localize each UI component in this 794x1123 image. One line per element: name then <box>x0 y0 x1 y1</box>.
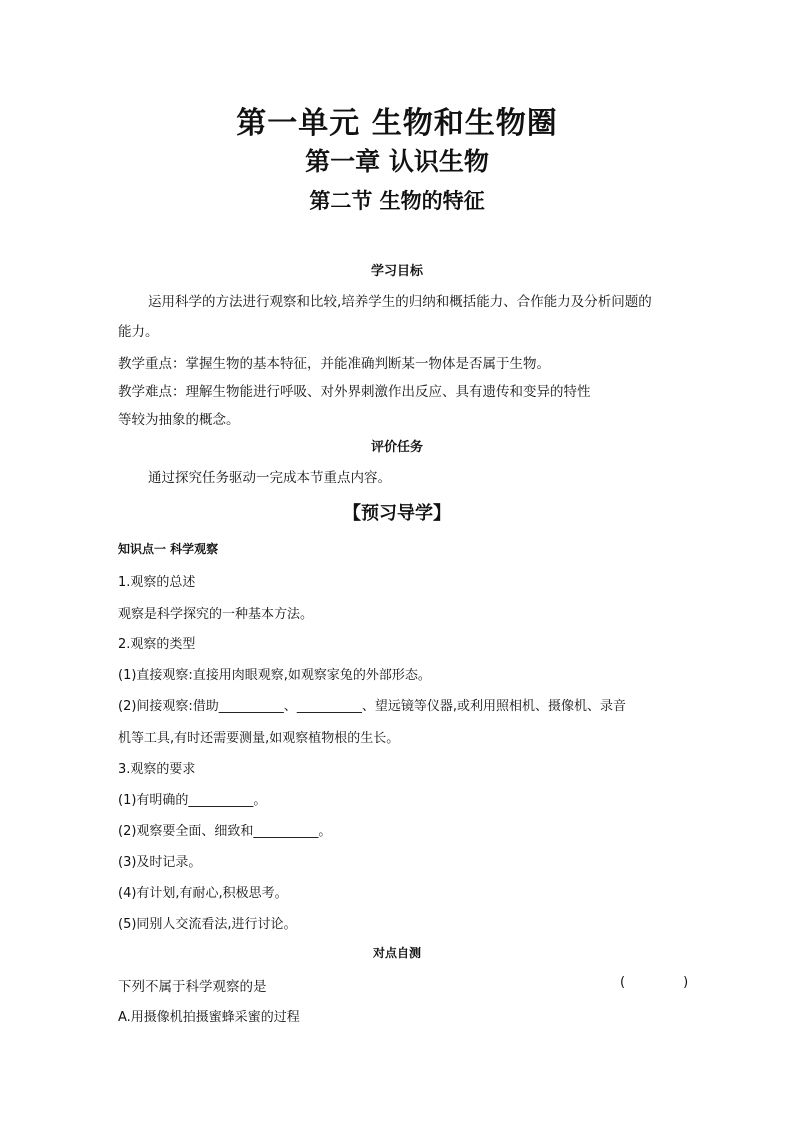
objectives-heading: 学习目标 <box>370 264 423 279</box>
item2-b-line1 <box>118 695 626 714</box>
item2-title: 2.观察的类型 <box>118 637 196 652</box>
knowledge-point-title: 知识点一 科学观察 <box>118 542 219 556</box>
item1-title: 1.观察的总述 <box>118 575 196 590</box>
difficulty-line2: 等较为抽象的概念。 <box>118 412 240 428</box>
option-a: A.用摄像机拍摄蜜蜂采蜜的过程 <box>118 1010 300 1025</box>
objectives-text-line1: 运用科学的方法进行观察和比较,培养学生的归纳和概括能力、合作能力及分析问题的 <box>148 294 652 310</box>
preview-heading: 【预习导学】 <box>343 503 451 524</box>
objectives-text-line2: 能力。 <box>118 324 159 340</box>
item3-4: (4)有计划,有耐心,积极思考。 <box>118 886 288 901</box>
section-title: 第二节 生物的特征 <box>309 189 485 213</box>
chapter-title: 第一章 认识生物 <box>305 147 489 176</box>
item2-b-part1: (2)间接观察:借助 <box>118 699 219 714</box>
item2-b-sep: 、 <box>283 699 297 714</box>
unit-title: 第一单元 生物和生物圈 <box>236 106 558 141</box>
item2-a: (1)直接观察:直接用肉眼观察,如观察家兔的外部形态。 <box>118 668 431 683</box>
item3-2: (2)观察要全面、细致和__________。 <box>118 824 332 839</box>
item1-text: 观察是科学探究的一种基本方法。 <box>118 607 314 622</box>
self-test-question: 下列不属于科学观察的是 <box>118 979 267 995</box>
blank-b[interactable]: __________ <box>296 699 362 714</box>
evaluation-heading: 评价任务 <box>370 440 423 455</box>
self-test-heading: 对点自测 <box>372 946 421 960</box>
item3-1: (1)有明确的__________。 <box>118 793 267 808</box>
item2-b-line2: 机等工具,有时还需要测量,如观察植物根的生长。 <box>118 731 400 746</box>
evaluation-text: 通过探究任务驱动一完成本节重点内容。 <box>148 470 391 486</box>
key-point: 教学重点：掌握生物的基本特征，并能准确判断某一物体是否属于生物。 <box>118 356 550 372</box>
item3-title: 3.观察的要求 <box>118 762 196 777</box>
blank-d[interactable]: __________ <box>253 824 319 839</box>
difficulty-line1: 教学难点：理解生物能进行呼吸、对外界刺激作出反应、具有遗传和变异的特性 <box>118 384 591 400</box>
blank-a[interactable]: __________ <box>218 699 284 714</box>
answer-paren: ( ) <box>620 975 689 990</box>
blank-c[interactable]: __________ <box>188 793 254 808</box>
item3-3: (3)及时记录。 <box>118 855 202 870</box>
item3-5: (5)同别人交流看法,进行讨论。 <box>118 917 297 932</box>
item2-b-part2: 、望远镜等仪器,或利用照相机、摄像机、录音 <box>361 699 626 714</box>
